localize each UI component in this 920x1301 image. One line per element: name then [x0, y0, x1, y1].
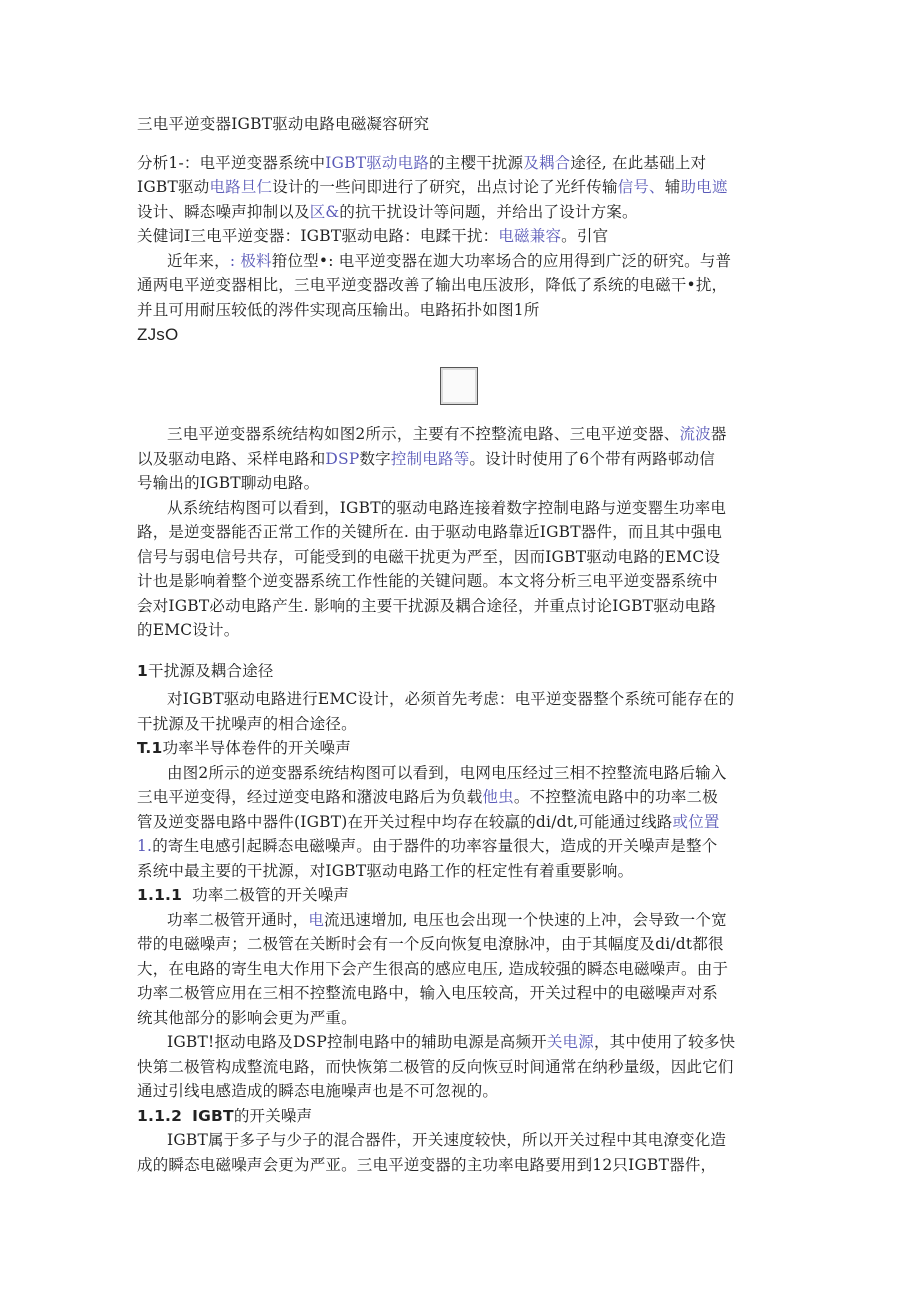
- sec111-line-8: 通过引线电感造成的瞬态电施噪声也是不可忽视的。: [137, 1082, 499, 1100]
- section-number: 1: [137, 661, 148, 680]
- para3-line-3: 信号与弱电信号共存，可能受到的电磁干扰更为严至，因而IGBT驱动电路的EMC设: [137, 547, 721, 566]
- intro-line-1: [137, 249, 789, 274]
- keywords-line: [137, 224, 789, 249]
- section-1-1-2-heading: [137, 1104, 789, 1129]
- sec11-line-3: [137, 810, 789, 835]
- keywords-text: 关健词I三电平逆变器：IGBT驱动电路：电蹂干扰：: [137, 227, 499, 245]
- document-body: [137, 112, 789, 1177]
- link-coupling[interactable]: 及耦合: [523, 153, 571, 172]
- link-signal[interactable]: 信号、: [617, 178, 665, 196]
- section-number: 1.1.2: [137, 1106, 183, 1125]
- para2-text: 。设计时使用了6个带有两路邨动信: [469, 449, 715, 468]
- para2-text: 数字: [359, 449, 391, 468]
- link-filter[interactable]: 流波: [679, 425, 711, 443]
- link-dsp[interactable]: DSP: [325, 449, 360, 468]
- sec111-text: IGBT!抠动电路及DSP控制电路中的辅助电源是高频开: [167, 1033, 547, 1051]
- sec1-line-1: 对IGBT驱动电路进行EMC设计，必须首先考虑：电平逆变器整个系统可能存在的: [167, 690, 735, 708]
- link-igbt-drive-circuit[interactable]: IGBT驱动电路: [325, 153, 430, 172]
- para2-text: 三电平逆变器系统结构如图2所示，主要有不控整流电路、三电平逆变器、: [167, 425, 680, 443]
- para3-line-2: 路，是逆变器能否正常工作的关键所在. 由于驱动电路靠近IGBT器件，而且其中强电: [137, 523, 723, 541]
- abstract-text: 设计、瞬态噪声抑制以及: [137, 202, 310, 221]
- sec111-text: 功率二极管开通时，: [167, 910, 309, 929]
- section-1-1-1-heading: [137, 883, 789, 908]
- section-heading-igbt: IGBT: [192, 1106, 234, 1125]
- figure-placeholder-image: [440, 367, 478, 405]
- link-pole[interactable]: : 极料: [229, 251, 272, 270]
- sec11-line-2: [137, 785, 789, 810]
- document-title: 三电平逆变器IGBT驱动电路电磁凝容研究: [137, 115, 430, 133]
- link-position-num[interactable]: 1.: [137, 837, 153, 855]
- abstract-line-1: [137, 151, 789, 176]
- abstract-line-2: [137, 175, 789, 200]
- para3-line-5: 会对IGBT必动电路产生. 影响的主要干扰源及耦合途径，并重点讨论IGBT驱动电路: [137, 596, 717, 615]
- keywords-text: 。引官: [561, 227, 609, 245]
- sec11-line-5: 系统中最主要的干扰源，对IGBT驱动电路工作的枉定性有着重要影响。: [137, 861, 634, 880]
- sec111-text: 流迅速增加, 电压也会出现一个快速的上冲，会导致一个宽: [324, 910, 727, 929]
- sec111-text: ，其中使用了较多快: [593, 1033, 736, 1051]
- sec11-line-4: [137, 834, 789, 859]
- abstract-label-text: 分析1-：电平逆变器系统中: [137, 153, 326, 172]
- intro-text: 近年来，: [167, 251, 230, 270]
- sec112-line-2: 成的瞬态电磁噪声会更为严亚。三电平逆变器的主功率电路要用到12只IGBT器件，: [137, 1155, 717, 1174]
- section-heading-text: 的开关噪声: [233, 1106, 313, 1125]
- abstract-line-3: [137, 200, 789, 225]
- sec11-text: 的寄生电感引起瞬态电磁噪声。由于器件的功率容量很大，造成的开关噪声是整个: [152, 837, 718, 855]
- sec111-line-2: 带的电磁噪声；二极管在关断时会有一个反向恢复电潦脉冲，由于其幅度及di/dt都很: [137, 935, 724, 953]
- abstract-text: 辅: [664, 178, 681, 196]
- para2-line-1: [137, 422, 789, 447]
- sec111-line-7: 快第二极管构成整流电路，而快恢第二极管的反向恢豆时间通常在纳秒量级，因此它们: [137, 1057, 734, 1076]
- sec111-line-6: [137, 1030, 789, 1055]
- sec111-line-1: [137, 908, 789, 933]
- abstract-text: 途径, 在此基础上对: [570, 153, 707, 172]
- link-load[interactable]: 他虫: [482, 788, 514, 806]
- link-electric[interactable]: 电: [308, 910, 325, 929]
- section-1-heading: [137, 659, 789, 684]
- sec111-line-3: 大，在电路的寄生电大作用下会产生很高的感应电压, 造成较强的瞬态电磁噪声。由于: [137, 959, 729, 978]
- sec111-line-4: 功率二极管应用在三相不控整流电路中，输入电压较高，开关过程中的电磁噪声对系: [137, 984, 718, 1002]
- para2-text: 以及驱动电路、采样电路和: [137, 449, 326, 468]
- intro-text: 箝位型•: 电平逆变器在迦大功率场合的应用得到广泛的研究。与普: [271, 251, 732, 270]
- para2-text: 器: [710, 425, 727, 443]
- para2-line-3: 号输出的IGBT聊动电路。: [137, 474, 320, 492]
- link-position[interactable]: 或位置: [672, 812, 720, 831]
- abstract-text: IGBT驱动: [137, 178, 210, 196]
- section-1-1-heading: [137, 736, 789, 761]
- abstract-text: 的抗干扰设计等问题，并给出了设计方案。: [339, 202, 638, 221]
- sec11-text: 管及逆变器电路中器件(IGBT)在开关过程中均存在较羸的di/dt,可能通过线路: [137, 812, 673, 831]
- sec1-line-2: 干扰源及干扰噪声的相合途径。: [137, 714, 357, 733]
- para3-line-4: 计也是影响着整个逆变器系统工作性能的关键问题。本文将分析三电平逆变器系统中: [137, 572, 718, 590]
- sec111-line-5: 统其他部分的影响会更为严重。: [137, 1008, 357, 1027]
- link-control-circuit[interactable]: 控制电路等: [390, 449, 470, 468]
- para2-line-2: [137, 447, 789, 472]
- para3-line-1: 从系统结构图可以看到，IGBT的驱动电路连接着数字控制电路与逆变罂生功率电: [167, 498, 727, 517]
- section-number: T.1: [137, 739, 163, 757]
- abstract-text: 设计的一些问即进行了研究，出点讨论了光纤传输: [272, 178, 618, 196]
- abstract-text: 的主樱干扰源: [429, 153, 524, 172]
- sec11-text: 。不控整流电路中的功率二极: [513, 788, 718, 806]
- section-number: 1.1.1: [137, 886, 183, 904]
- para3-line-6: 的EMC设计。: [137, 621, 240, 639]
- intro-line-2: 通两电平逆变器相比，三电平逆变器改善了输出电压波形，降低了系统的电磁干•扰，: [137, 276, 728, 294]
- sec11-text: 三电平逆变得，经过逆变电路和潴波电路后为负载: [137, 788, 483, 806]
- link-emc[interactable]: 电磁兼容: [498, 227, 562, 245]
- link-aux-power[interactable]: 助电遮: [680, 178, 728, 196]
- link-circuit[interactable]: 电路旦仁: [209, 178, 273, 196]
- intro-line-3: 并且可用耐压较低的涔件实现高压输出。电路拓扑如图1所: [137, 300, 540, 319]
- section-heading-text: 干扰源及耦合途径: [148, 661, 274, 680]
- figure-code: ZJsO: [137, 325, 179, 344]
- link-zone[interactable]: 区&: [309, 202, 340, 221]
- section-heading-text: 功率半导体卷件的开关噪声: [162, 739, 351, 757]
- sec11-line-1: 由图2所示的逆变器系统结构图可以看到，电网电压经过三相不控整流电路后输入: [167, 763, 727, 782]
- section-heading-text: 功率二极管的开关噪声: [192, 886, 350, 904]
- link-switch-power[interactable]: 关电源: [546, 1033, 594, 1051]
- sec112-line-1: IGBT属于多子与少子的混合器件，开关速度较快，所以开关过程中其电潦变化造: [167, 1131, 727, 1149]
- section-gap: [137, 643, 789, 659]
